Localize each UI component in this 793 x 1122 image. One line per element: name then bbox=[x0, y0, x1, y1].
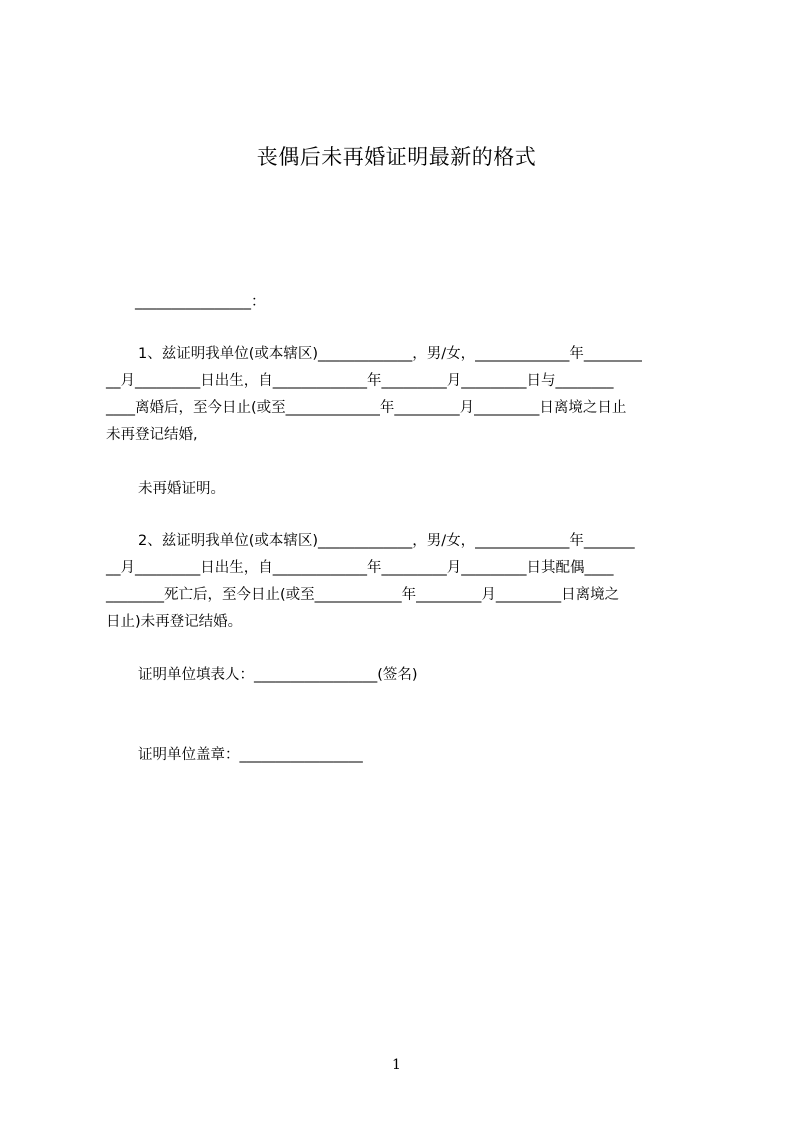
section2-line2: __月_________日出生，自_____________年_________月_________日其配偶____ bbox=[106, 560, 614, 576]
section2-line1: 2、兹证明我单位(或本辖区)_____________，男/女，_____________年_______ bbox=[138, 533, 635, 549]
document-title: 丧偶后未再婚证明最新的格式 bbox=[256, 145, 537, 169]
note-line: 未再婚证明。 bbox=[138, 481, 225, 497]
section1-line3: ____离婚后，至今日止(或至_____________年_________月_________日离境之日止 bbox=[106, 400, 627, 416]
page-number: 1 bbox=[392, 1057, 401, 1073]
seal-line: 证明单位盖章：_________________ bbox=[138, 747, 363, 763]
section1-line2: __月_________日出生，自_____________年_________月_________日与________ bbox=[106, 373, 614, 389]
section1-line4: 未再登记结婚, bbox=[106, 427, 198, 443]
section1-line1: 1、兹证明我单位(或本辖区)_____________，男/女，_____________年________ bbox=[138, 346, 642, 362]
salutation-line: ________________： bbox=[135, 294, 266, 310]
section2-line3: ________死亡后，至今日止(或至____________年_________月_________日离境之 bbox=[106, 587, 620, 603]
filler-signature-line: 证明单位填表人：_________________(签名) bbox=[138, 667, 418, 683]
section2-line4: 日止)未再登记结婚。 bbox=[106, 614, 243, 630]
